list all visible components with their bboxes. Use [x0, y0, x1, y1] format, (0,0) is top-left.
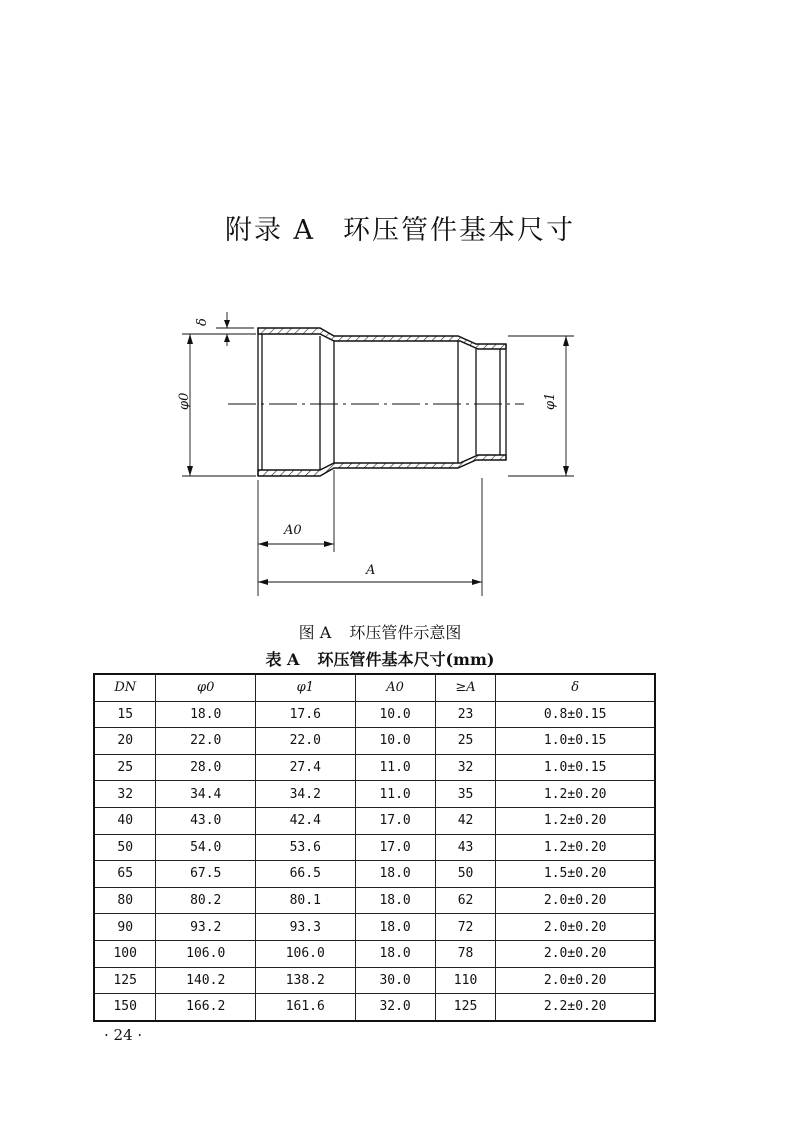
cell-a-min: 23 [435, 701, 496, 728]
cell-delta: 2.0±0.20 [496, 967, 655, 994]
cell-a-min: 35 [435, 781, 496, 808]
cell-dn: 40 [94, 807, 156, 834]
cell-a0: 10.0 [355, 728, 435, 755]
cell-delta: 1.2±0.20 [496, 834, 655, 861]
figure-title: 环压管件示意图 [349, 623, 462, 642]
cell-phi0: 22.0 [156, 728, 256, 755]
cell-a0: 18.0 [355, 940, 435, 967]
figure-label: 图 A [298, 623, 332, 642]
page-number: · 24 · [104, 1026, 143, 1044]
cell-phi0: 43.0 [156, 807, 256, 834]
table-title: 环压管件基本尺寸(mm) [317, 650, 495, 669]
dimension-arrows [187, 320, 569, 585]
cell-delta: 2.0±0.20 [496, 887, 655, 914]
cell-phi1: 161.6 [256, 994, 356, 1021]
cell-phi0: 93.2 [156, 914, 256, 941]
cell-delta: 2.0±0.20 [496, 940, 655, 967]
table-row [94, 728, 655, 755]
cell-phi0: 54.0 [156, 834, 256, 861]
cell-phi0: 34.4 [156, 781, 256, 808]
cell-dn: 90 [94, 914, 156, 941]
cell-phi1: 22.0 [256, 728, 356, 755]
col-header-phi0: φ0 [156, 674, 256, 701]
cell-dn: 80 [94, 887, 156, 914]
cell-a-min: 110 [435, 967, 496, 994]
cell-phi1: 27.4 [256, 754, 356, 781]
cell-phi0: 80.2 [156, 887, 256, 914]
cell-delta: 2.2±0.20 [496, 994, 655, 1021]
dimensions-table [93, 673, 656, 1022]
cell-delta: 1.0±0.15 [496, 754, 655, 781]
cell-phi0: 67.5 [156, 861, 256, 888]
cell-phi1: 34.2 [256, 781, 356, 808]
cell-phi0: 28.0 [156, 754, 256, 781]
cell-delta: 1.5±0.20 [496, 861, 655, 888]
col-header-dn: DN [94, 674, 156, 701]
table-label: 表 A [265, 650, 300, 669]
phi1-label: φ1 [543, 392, 558, 410]
delta-label: δ [195, 318, 210, 326]
cell-delta: 1.2±0.20 [496, 807, 655, 834]
cell-phi1: 53.6 [256, 834, 356, 861]
table-row [94, 914, 655, 941]
table-row [94, 940, 655, 967]
cell-dn: 150 [94, 994, 156, 1021]
dimension-lines [182, 312, 574, 596]
table-row [94, 807, 655, 834]
cell-a0: 18.0 [355, 887, 435, 914]
cell-phi1: 17.6 [256, 701, 356, 728]
cell-phi1: 80.1 [256, 887, 356, 914]
table-row [94, 781, 655, 808]
cell-dn: 25 [94, 754, 156, 781]
table-row [94, 701, 655, 728]
cell-phi1: 106.0 [256, 940, 356, 967]
col-header-a0: A0 [355, 674, 435, 701]
pipe-wall-top [258, 328, 506, 349]
cell-phi0: 140.2 [156, 967, 256, 994]
table-row [94, 834, 655, 861]
col-header-a-min: ≥A [435, 674, 496, 701]
cell-a-min: 62 [435, 887, 496, 914]
cell-delta: 2.0±0.20 [496, 914, 655, 941]
col-header-phi1: φ1 [256, 674, 356, 701]
cell-dn: 65 [94, 861, 156, 888]
cell-phi1: 42.4 [256, 807, 356, 834]
cell-a0: 17.0 [355, 807, 435, 834]
pipe-wall-bottom [258, 455, 506, 476]
cell-phi1: 138.2 [256, 967, 356, 994]
cell-dn: 125 [94, 967, 156, 994]
table-row [94, 887, 655, 914]
cell-dn: 32 [94, 781, 156, 808]
phi0-label: φ0 [177, 392, 192, 410]
cell-a0: 17.0 [355, 834, 435, 861]
cell-a-min: 125 [435, 994, 496, 1021]
cell-a-min: 50 [435, 861, 496, 888]
cell-a0: 32.0 [355, 994, 435, 1021]
cell-a-min: 32 [435, 754, 496, 781]
cell-phi1: 93.3 [256, 914, 356, 941]
figure-caption [0, 620, 760, 643]
table-header-row [94, 674, 655, 701]
cell-a0: 30.0 [355, 967, 435, 994]
cell-delta: 1.2±0.20 [496, 781, 655, 808]
cell-dn: 50 [94, 834, 156, 861]
cell-a0: 18.0 [355, 861, 435, 888]
appendix-title: 环压管件基本尺寸 [343, 215, 576, 246]
table-row [94, 967, 655, 994]
cell-a0: 11.0 [355, 754, 435, 781]
table-row [94, 994, 655, 1021]
cell-phi0: 18.0 [156, 701, 256, 728]
table-caption [0, 647, 760, 670]
cell-dn: 20 [94, 728, 156, 755]
pipe-internal-lines [258, 328, 506, 476]
cell-a0: 18.0 [355, 914, 435, 941]
a-label: A [366, 563, 376, 578]
cell-phi1: 66.5 [256, 861, 356, 888]
cell-a-min: 42 [435, 807, 496, 834]
table-row [94, 861, 655, 888]
cell-phi0: 166.2 [156, 994, 256, 1021]
cell-delta: 1.0±0.15 [496, 728, 655, 755]
cell-a-min: 72 [435, 914, 496, 941]
cell-a-min: 43 [435, 834, 496, 861]
col-header-delta: δ [496, 674, 655, 701]
table-row [94, 754, 655, 781]
cell-a0: 10.0 [355, 701, 435, 728]
a0-label: A0 [284, 523, 302, 538]
cell-a0: 11.0 [355, 781, 435, 808]
cell-a-min: 25 [435, 728, 496, 755]
cell-a-min: 78 [435, 940, 496, 967]
appendix-label: 附录 A [224, 215, 316, 246]
cell-dn: 100 [94, 940, 156, 967]
cell-dn: 15 [94, 701, 156, 728]
cell-phi0: 106.0 [156, 940, 256, 967]
cell-delta: 0.8±0.15 [496, 701, 655, 728]
